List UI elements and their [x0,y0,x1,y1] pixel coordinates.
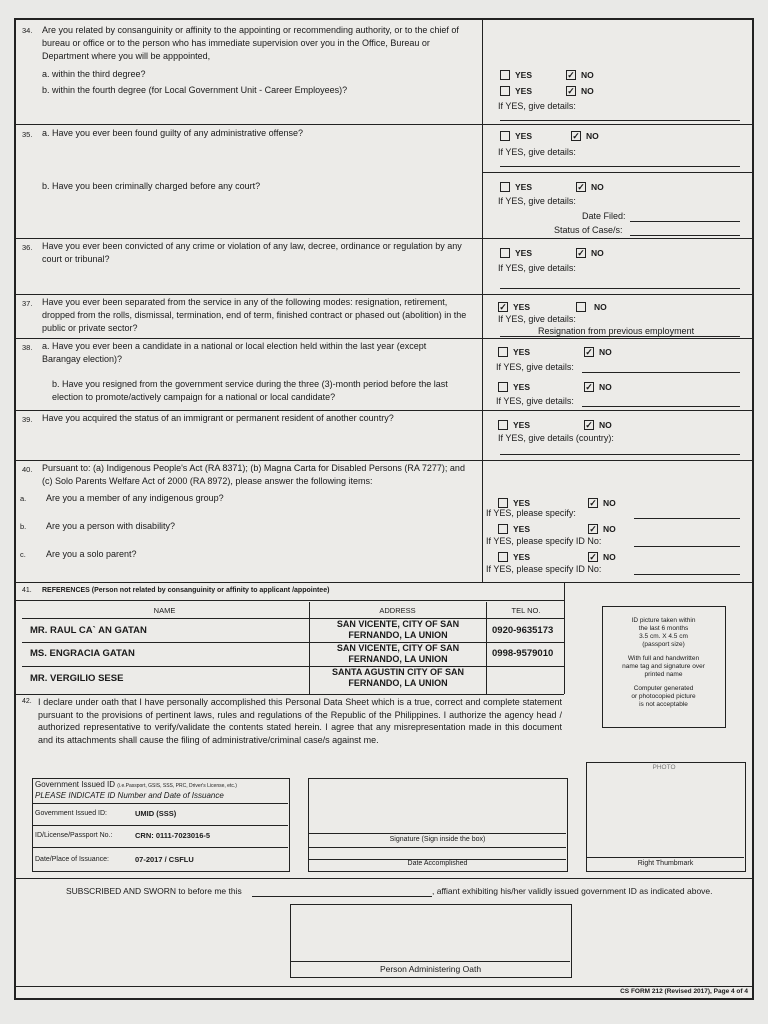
photo-instruction-line: ID picture taken within [631,617,696,624]
q35b-question: b. Have you been criminally charged before any court? [42,181,261,191]
photo-instruction-line: (passport size) [642,641,685,648]
references-title: REFERENCES (Person not related by consanguinity or affinity to applicant /appointee) [42,587,330,594]
q40b-details-label: If YES, please specify ID No: [486,536,602,546]
date-filed-field[interactable] [630,221,740,222]
q34-question: Are you related by consanguinity or affinity to the appointing or recommending authority, or to the chief of bureau or office or to the person who has immediate supervision over you in the Office, Bureau or Department where you will be apppointed, [42,25,459,61]
q34b-question: b. within the fourth degree (for Local Government Unit - Career Employees)? [42,85,348,95]
q40-question: Pursuant to: (a) Indigenous People's Act (RA 8371); (b) Magna Carta for Disabled Persons (RA 7277); and (c) Solo Parents Welfare Act of 2000 (RA 8972), please answer the following items: [42,463,465,486]
q35b-yes-checkbox[interactable] [500,182,510,192]
issuance-value[interactable]: 07-2017 / CSFLU [135,855,194,864]
photo-instruction-line: is not acceptable [639,701,688,708]
q40b-yes-checkbox[interactable] [498,524,508,534]
declaration-text: I declare under oath that I have personally accomplished this Personal Data Sheet which is a true, correct and complete statement pursuant to the provisions of pertinent laws, rules and regulations of the Republic of the Philippines. I authorize the agency head / authorized representative to verify/validate the contents stated herein. I agree that any misrepresentation made in this document and its attachments shall cause the filing of administrative/criminal case/s against me. [38,697,562,745]
row-divider [16,410,752,411]
row-divider [16,294,752,295]
gov-id-title [35,780,237,789]
yes-label: YES [513,498,531,508]
row-divider [482,172,752,173]
form-footer: CS FORM 212 (Revised 2017), Page 4 of 4 [620,988,748,995]
photo-instruction-line: 3.5 cm. X 4.5 cm [639,633,688,640]
yes-label: YES [513,302,531,312]
reference-tel[interactable]: 0920-9635173 [492,625,554,636]
q38b-details-label: If YES, give details: [496,396,574,406]
gov-id-title-text: Government Issued ID [35,780,116,789]
q40c-letter: c. [20,550,26,559]
reference-name[interactable]: MS. ENGRACIA GATAN [30,648,135,659]
q40c-details-label: If YES, please specify ID No: [486,564,602,574]
q37-details-line [500,336,740,337]
sworn-date-field[interactable] [252,896,432,897]
q38-number: 38. [22,343,33,352]
no-label: NO [599,382,612,392]
q39-no-checkbox[interactable]: ✓ [585,420,593,430]
photo-caption: PHOTO [652,764,676,771]
no-label: NO [603,524,616,534]
references-header-tel: TEL NO. [511,606,541,615]
form-page [14,18,754,1000]
yes-label: YES [513,552,531,562]
q35a-yes-checkbox[interactable] [500,131,510,141]
table-line [33,847,288,848]
yes-label: YES [513,347,531,357]
table-row [22,666,564,692]
row-divider [16,600,564,601]
q35-number: 35. [22,130,33,139]
q37-question: Have you ever been separated from the service in any of the following modes: resignation, retirement, dropped from the rolls, dismissal, termination, end of term, finished contract or phased out (abolition) in the public or private sector? [42,297,467,333]
q36-details-field[interactable] [500,288,740,289]
id-number-value[interactable]: CRN: 0111-7023016-5 [135,831,211,840]
yes-label: YES [513,420,531,430]
q39-details-field[interactable] [500,454,740,455]
q40c-no-checkbox[interactable]: ✓ [589,552,597,562]
q38b-question: b. Have you resigned from the government service during the three (3)-month period before the last election to promote/actively campaign for a national or local candidate? [52,379,448,402]
row-divider [16,460,752,461]
no-label: NO [581,86,594,96]
row-divider [16,238,752,239]
q37-details-label: If YES, give details: [498,314,576,324]
table-row [22,618,564,642]
row-divider [16,582,752,583]
q40b-question: Are you a person with disability? [46,521,176,531]
case-status-field[interactable] [630,235,740,236]
q37-no-checkbox[interactable] [576,302,586,312]
yes-label: YES [515,248,533,258]
q36-details-label: If YES, give details: [498,263,576,273]
q39-question: Have you acquired the status of an immigrant or permanent resident of another country? [42,413,394,423]
oath-box[interactable] [290,904,572,978]
q36-yes-checkbox[interactable] [500,248,510,258]
q40c-question: Are you a solo parent? [46,549,137,559]
table-line [33,825,288,826]
gov-id-title-note: (i.e.Passport, GSIS, SSS, PRC, Driver's License, etc.) [117,783,237,789]
no-label: NO [603,552,616,562]
q40b-details-field[interactable] [634,546,740,547]
q38b-yes-checkbox[interactable] [498,382,508,392]
yes-label: YES [515,182,533,192]
government-id-box [32,778,290,872]
row-divider [16,878,752,879]
row-divider [16,986,752,987]
date-accomplished-label: Date Accomplished [407,860,468,867]
reference-name[interactable]: MR. RAUL CA` AN GATAN [30,625,147,636]
row-divider [16,694,564,695]
photo-box[interactable] [602,606,726,728]
table-line [291,961,570,962]
q39-details-label: If YES, give details (country): [498,433,614,443]
table-line [309,847,566,848]
signature-box[interactable] [308,778,568,872]
q39-yes-checkbox[interactable] [498,420,508,430]
no-label: NO [591,182,604,192]
q34a-yes-checkbox[interactable] [500,70,510,80]
reference-address[interactable]: SANTA AGUSTIN CITY OF SAN FERNANDO, LA UNION [331,667,464,688]
photo-instruction-line: the last 6 months [638,625,689,632]
photo-instructions [603,617,724,709]
q34-number: 34. [22,26,33,35]
references-header-name: NAME [153,606,176,615]
id-number-label: ID/License/Passport No.: [35,832,113,839]
sworn-statement-right: , affiant exhibiting his/her validly issued government ID as indicated above. [432,886,713,896]
sworn-statement-left: SUBSCRIBED AND SWORN to before me this [66,886,242,896]
case-status-label: Status of Case/s: [554,225,623,235]
q34b-no-checkbox[interactable]: ✓ [567,86,575,96]
references-divider [564,582,565,694]
q38b-details-field[interactable] [582,406,740,407]
q34-details-field[interactable] [500,120,740,121]
row-divider [16,124,752,125]
q37-details-answer[interactable]: Resignation from previous employment [538,326,695,336]
row-divider [16,338,752,339]
references-number: 41. [22,587,32,594]
no-label: NO [599,347,612,357]
references-header-address: ADDRESS [379,606,416,615]
q34a-question: a. within the third degree? [42,69,146,79]
signature-label: Signature (Sign inside the box) [389,836,486,843]
q40b-letter: b. [20,522,27,531]
thumbmark-label: Right Thumbmark [637,860,694,867]
q35a-details-field[interactable] [500,166,740,167]
gov-id-value[interactable]: UMID (SSS) [135,809,177,818]
q35b-no-checkbox[interactable]: ✓ [577,182,585,192]
q40b-no-checkbox[interactable]: ✓ [589,524,597,534]
q38a-details-field[interactable] [582,372,740,373]
references-table [22,602,564,694]
q40c-yes-checkbox[interactable] [498,552,508,562]
no-label: NO [586,131,599,141]
q40-number: 40. [22,465,33,474]
q40a-details-label: If YES, please specify: [486,508,576,518]
table-line [309,833,566,834]
no-label: NO [603,498,616,508]
q38a-question: a. Have you ever been a candidate in a national or local election held within the last year (except Barangay election)? [42,341,427,364]
yes-label: YES [515,131,533,141]
yes-label: YES [513,382,531,392]
gov-id-subtitle: PLEASE INDICATE ID Number and Date of Issuance [35,791,224,800]
q40a-no-checkbox[interactable]: ✓ [589,498,597,508]
photo-instruction-line: With full and handwritten [627,655,700,662]
photo-instruction-line: name tag and signature over [622,663,705,670]
reference-address[interactable]: SAN VICENTE, CITY OF SAN FERNANDO, LA UNION [336,619,460,640]
q40a-letter: a. [20,494,27,503]
table-line [587,857,744,858]
q40a-question: Are you a member of any indigenous group? [46,493,224,503]
q38a-yes-checkbox[interactable] [498,347,508,357]
yes-label: YES [515,70,533,80]
q40a-details-field[interactable] [634,518,740,519]
reference-tel[interactable]: 0998-9579010 [492,648,554,659]
q34-details-label: If YES, give details: [498,101,576,111]
q39-number: 39. [22,415,33,424]
q34b-yes-checkbox[interactable] [500,86,510,96]
no-label: NO [594,302,607,312]
reference-name[interactable]: MR. VERGILIO SESE [30,673,124,684]
yes-label: YES [513,524,531,534]
declaration-number: 42. [22,698,32,705]
photo-instruction-line: Computer generated [633,685,694,692]
q37-yes-checkbox[interactable]: ✓ [499,302,507,312]
no-label: NO [591,248,604,258]
photo-instruction-line: printed name [644,671,683,678]
q34a-no-checkbox[interactable]: ✓ [567,70,575,80]
column-divider [482,20,483,582]
oath-label: Person Administering Oath [379,964,482,974]
q38a-details-label: If YES, give details: [496,362,574,372]
q40c-details-field[interactable] [634,574,740,575]
q35a-question: a. Have you ever been found guilty of any administrative offense? [42,128,303,138]
q37-number: 37. [22,299,33,308]
no-label: NO [581,70,594,80]
q36-question: Have you ever been convicted of any crime or violation of any law, decree, ordinance or regulation by any court or tribunal? [42,241,462,264]
q35b-details-label: If YES, give details: [498,196,576,206]
thumbmark-box[interactable] [586,762,746,872]
q38b-no-checkbox[interactable]: ✓ [585,382,593,392]
q36-number: 36. [22,243,33,252]
q35a-details-label: If YES, give details: [498,147,576,157]
no-label: NO [599,420,612,430]
table-row [22,642,564,666]
q36-no-checkbox[interactable]: ✓ [577,248,585,258]
yes-label: YES [515,86,533,96]
q35a-no-checkbox[interactable]: ✓ [572,131,580,141]
q38a-no-checkbox[interactable]: ✓ [585,347,593,357]
gov-id-label: Government Issued ID: [35,810,107,817]
table-line [33,803,288,804]
issuance-label: Date/Place of Issuance: [35,856,109,863]
photo-instruction-line: or photocopied picture [631,693,696,700]
date-filed-label: Date Filed: [582,211,626,221]
reference-address[interactable]: SAN VICENTE, CITY OF SAN FERNANDO, LA UNION [336,643,460,664]
